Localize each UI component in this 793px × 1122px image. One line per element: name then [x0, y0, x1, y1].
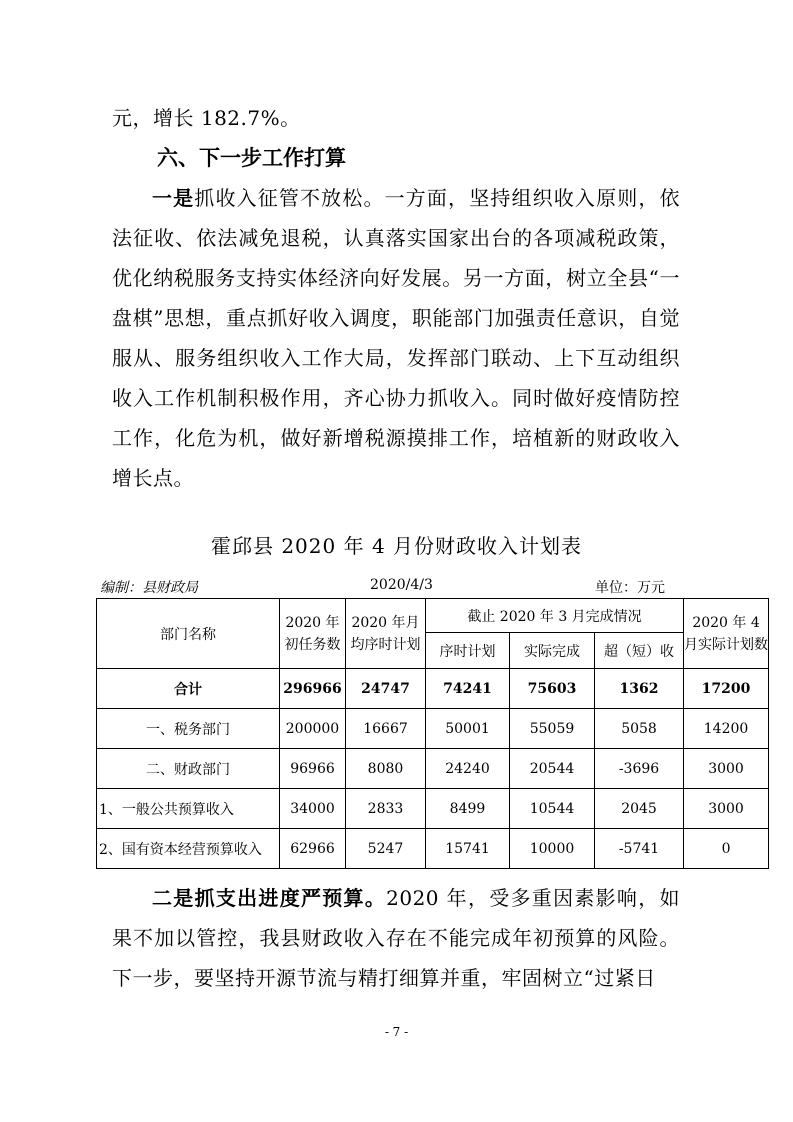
table-row — [97, 749, 769, 789]
table-date: 2020/4/3 — [370, 577, 433, 593]
cell-name: 二、财政部门 — [97, 749, 280, 789]
table-header-row — [97, 599, 769, 633]
cell-name: 合计 — [97, 669, 280, 709]
table-compiler: 编制：县财政局 — [100, 580, 198, 596]
cell-annual: 34000 — [280, 789, 346, 829]
table-title: 霍邱县 2020 年 4 月份财政收入计划表 — [210, 534, 583, 558]
cell-monthly: 5247 — [346, 829, 426, 869]
cell-monthly: 24747 — [346, 669, 426, 709]
header-annual: 2020 年初任务数 — [280, 599, 346, 669]
cell-diff: 2045 — [595, 789, 684, 829]
cell-april: 3000 — [684, 749, 769, 789]
cell-diff: 1362 — [595, 669, 684, 709]
table-row — [97, 669, 769, 709]
paragraph-two-lead: 二是抓支出进度严预算。 — [152, 886, 387, 910]
cell-sched: 74241 — [426, 669, 510, 709]
cell-actual: 55059 — [510, 709, 595, 749]
cell-sched: 8499 — [426, 789, 510, 829]
cell-april: 14200 — [684, 709, 769, 749]
cell-name: 一、税务部门 — [97, 709, 280, 749]
header-monthly: 2020 年月均序时计划 — [346, 599, 426, 669]
cell-april: 0 — [684, 829, 769, 869]
continued-line: 元，增长 182.7%。 — [112, 106, 301, 130]
cell-actual: 10544 — [510, 789, 595, 829]
cell-name: 1、一般公共预算收入 — [97, 789, 280, 829]
header-actual: 实际完成 — [510, 633, 595, 669]
cell-annual: 96966 — [280, 749, 346, 789]
cell-annual: 200000 — [280, 709, 346, 749]
paragraph-one-lead: 一是 — [152, 186, 195, 210]
cell-diff: -3696 — [595, 749, 684, 789]
cell-april: 3000 — [684, 789, 769, 829]
paragraph-two — [112, 878, 680, 998]
page-number: - 7 - — [384, 1025, 409, 1039]
cell-diff: -5741 — [595, 829, 684, 869]
cell-actual: 10000 — [510, 829, 595, 869]
table-row — [97, 829, 769, 869]
cell-actual: 20544 — [510, 749, 595, 789]
paragraph-two-text: 2020 年，受多重因素影响，如果不加以管控，我县财政收入存在不能完成年初预算的风险。下一步，要坚持开源节流与精打细算并重，牢固树立“过紧日 — [112, 886, 680, 990]
table-row — [97, 789, 769, 829]
cell-actual: 75603 — [510, 669, 595, 709]
cell-sched: 15741 — [426, 829, 510, 869]
revenue-plan-table — [96, 598, 769, 869]
section-heading: 六、下一步工作打算 — [157, 145, 346, 170]
table-unit: 单位：万元 — [595, 580, 665, 596]
cell-april: 17200 — [684, 669, 769, 709]
cell-monthly: 2833 — [346, 789, 426, 829]
cell-name: 2、国有资本经营预算收入 — [97, 829, 280, 869]
paragraph-one-text: 抓收入征管不放松。一方面，坚持组织收入原则，依法征收、依法减免退税，认真落实国家出台的各项减税政策，优化纳税服务支持实体经济向好发展。另一方面，树立全县“一盘棋”思想，重点抓好收入调度，职能部门加强责任意识，自觉服从、服务组织收入工作大局，发挥部门联动、上下互动组织收入工作机制积极作用，齐心协力抓收入。同时做好疫情防控工作，化危为机，做好新增税源摸排工作，培植新的财政收入增长点。 — [112, 186, 681, 490]
cell-diff: 5058 — [595, 709, 684, 749]
header-group: 截止 2020 年 3 月完成情况 — [426, 599, 684, 633]
table-row — [97, 709, 769, 749]
header-diff: 超（短）收 — [595, 633, 684, 669]
cell-monthly: 8080 — [346, 749, 426, 789]
cell-sched: 50001 — [426, 709, 510, 749]
header-dept: 部门名称 — [97, 599, 280, 669]
cell-monthly: 16667 — [346, 709, 426, 749]
cell-annual: 62966 — [280, 829, 346, 869]
cell-sched: 24240 — [426, 749, 510, 789]
paragraph-one — [112, 178, 680, 498]
cell-annual: 296966 — [280, 669, 346, 709]
header-april: 2020 年 4 月实际计划数 — [684, 599, 769, 669]
header-sched: 序时计划 — [426, 633, 510, 669]
